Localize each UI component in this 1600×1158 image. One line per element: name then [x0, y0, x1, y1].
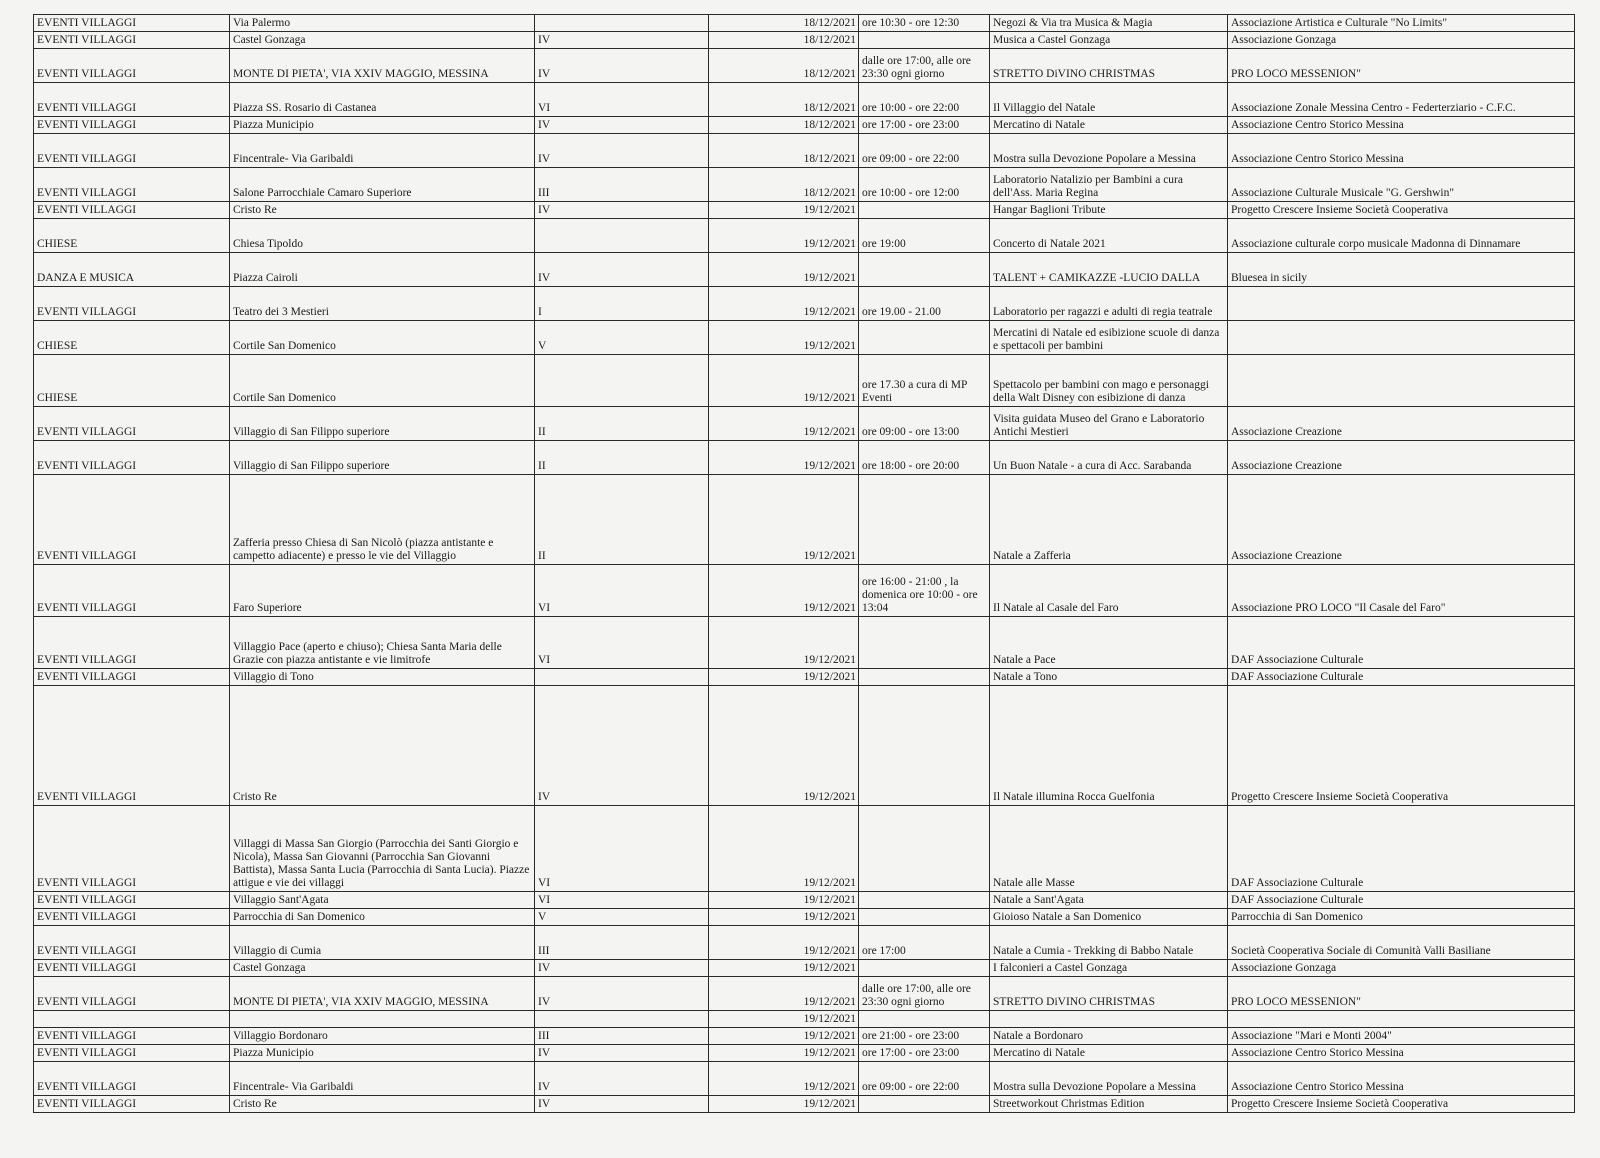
- location-cell: Piazza Municipio: [230, 1045, 535, 1062]
- organizer-cell: PRO LOCO MESSENION": [1228, 49, 1575, 83]
- category-cell: EVENTI VILLAGGI: [34, 960, 230, 977]
- organizer-cell: DAF Associazione Culturale: [1228, 892, 1575, 909]
- category-cell: EVENTI VILLAGGI: [34, 83, 230, 117]
- table-row: [34, 565, 1575, 617]
- location-cell: Villaggio di Cumia: [230, 926, 535, 960]
- event-cell: I falconieri a Castel Gonzaga: [990, 960, 1228, 977]
- table-row: [34, 1096, 1575, 1113]
- organizer-cell: Società Cooperativa Sociale di Comunità Valli Basiliane: [1228, 926, 1575, 960]
- date-cell: 19/12/2021: [709, 565, 859, 617]
- time-cell: ore 17.30 a cura di MP Eventi: [859, 355, 990, 407]
- table-row: [34, 287, 1575, 321]
- location-cell: Piazza Cairoli: [230, 253, 535, 287]
- event-cell: Gioioso Natale a San Domenico: [990, 909, 1228, 926]
- event-cell: Mercatino di Natale: [990, 117, 1228, 134]
- category-cell: EVENTI VILLAGGI: [34, 117, 230, 134]
- date-cell: 19/12/2021: [709, 321, 859, 355]
- organizer-cell: Associazione Artistica e Culturale "No Limits": [1228, 15, 1575, 32]
- event-cell: Hangar Baglioni Tribute: [990, 202, 1228, 219]
- district-cell: [535, 15, 709, 32]
- organizer-cell: Bluesea in sicily: [1228, 253, 1575, 287]
- table-row: [34, 617, 1575, 669]
- district-cell: [535, 1011, 709, 1028]
- table-row: [34, 117, 1575, 134]
- date-cell: 19/12/2021: [709, 441, 859, 475]
- location-cell: Villaggio Pace (aperto e chiuso); Chiesa Santa Maria delle Grazie con piazza antistante e vie limitrofe: [230, 617, 535, 669]
- event-cell: Mercatino di Natale: [990, 1045, 1228, 1062]
- location-cell: Piazza Municipio: [230, 117, 535, 134]
- date-cell: 19/12/2021: [709, 909, 859, 926]
- category-cell: EVENTI VILLAGGI: [34, 1062, 230, 1096]
- category-cell: DANZA E MUSICA: [34, 253, 230, 287]
- table-row: [34, 909, 1575, 926]
- event-cell: TALENT + CAMIKAZZE -LUCIO DALLA: [990, 253, 1228, 287]
- district-cell: V: [535, 321, 709, 355]
- time-cell: [859, 253, 990, 287]
- date-cell: 19/12/2021: [709, 806, 859, 892]
- time-cell: ore 10:00 - ore 12:00: [859, 168, 990, 202]
- category-cell: EVENTI VILLAGGI: [34, 49, 230, 83]
- district-cell: IV: [535, 960, 709, 977]
- event-cell: Natale a Sant'Agata: [990, 892, 1228, 909]
- category-cell: EVENTI VILLAGGI: [34, 1045, 230, 1062]
- category-cell: CHIESE: [34, 219, 230, 253]
- category-cell: EVENTI VILLAGGI: [34, 669, 230, 686]
- table-row: [34, 977, 1575, 1011]
- district-cell: IV: [535, 32, 709, 49]
- event-cell: STRETTO DiVINO CHRISTMAS: [990, 49, 1228, 83]
- time-cell: [859, 321, 990, 355]
- category-cell: CHIESE: [34, 355, 230, 407]
- organizer-cell: Associazione Gonzaga: [1228, 960, 1575, 977]
- location-cell: Villaggio Bordonaro: [230, 1028, 535, 1045]
- category-cell: EVENTI VILLAGGI: [34, 441, 230, 475]
- organizer-cell: Progetto Crescere Insieme Società Cooperativa: [1228, 686, 1575, 806]
- table-row: [34, 49, 1575, 83]
- time-cell: ore 10:30 - ore 12:30: [859, 15, 990, 32]
- district-cell: [535, 355, 709, 407]
- location-cell: Salone Parrocchiale Camaro Superiore: [230, 168, 535, 202]
- event-cell: [990, 1011, 1228, 1028]
- organizer-cell: Associazione Centro Storico Messina: [1228, 117, 1575, 134]
- time-cell: [859, 669, 990, 686]
- table-row: [34, 1062, 1575, 1096]
- district-cell: II: [535, 475, 709, 565]
- location-cell: Villaggio di Tono: [230, 669, 535, 686]
- organizer-cell: Associazione Centro Storico Messina: [1228, 1062, 1575, 1096]
- district-cell: VI: [535, 565, 709, 617]
- event-cell: Il Natale al Casale del Faro: [990, 565, 1228, 617]
- category-cell: EVENTI VILLAGGI: [34, 134, 230, 168]
- organizer-cell: Associazione PRO LOCO "Il Casale del Faro": [1228, 565, 1575, 617]
- table-row: [34, 407, 1575, 441]
- table-row: [34, 355, 1575, 407]
- category-cell: EVENTI VILLAGGI: [34, 1096, 230, 1113]
- location-cell: [230, 1011, 535, 1028]
- location-cell: Cristo Re: [230, 686, 535, 806]
- date-cell: 19/12/2021: [709, 669, 859, 686]
- district-cell: VI: [535, 83, 709, 117]
- table-row: [34, 1045, 1575, 1062]
- time-cell: [859, 475, 990, 565]
- location-cell: Cortile San Domenico: [230, 321, 535, 355]
- time-cell: [859, 617, 990, 669]
- table-row: [34, 960, 1575, 977]
- event-cell: Natale alle Masse: [990, 806, 1228, 892]
- organizer-cell: Associazione Centro Storico Messina: [1228, 134, 1575, 168]
- time-cell: dalle ore 17:00, alle ore 23:30 ogni giorno: [859, 977, 990, 1011]
- organizer-cell: Associazione Creazione: [1228, 441, 1575, 475]
- category-cell: [34, 1011, 230, 1028]
- organizer-cell: Progetto Crescere Insieme Società Cooperativa: [1228, 1096, 1575, 1113]
- organizer-cell: Associazione Zonale Messina Centro - Federterziario - C.F.C.: [1228, 83, 1575, 117]
- event-cell: Streetworkout Christmas Edition: [990, 1096, 1228, 1113]
- organizer-cell: Associazione "Mari e Monti 2004": [1228, 1028, 1575, 1045]
- table-row: [34, 219, 1575, 253]
- date-cell: 19/12/2021: [709, 686, 859, 806]
- event-cell: Concerto di Natale 2021: [990, 219, 1228, 253]
- date-cell: 19/12/2021: [709, 287, 859, 321]
- category-cell: EVENTI VILLAGGI: [34, 1028, 230, 1045]
- district-cell: IV: [535, 977, 709, 1011]
- location-cell: Villaggio Sant'Agata: [230, 892, 535, 909]
- date-cell: 19/12/2021: [709, 1096, 859, 1113]
- district-cell: IV: [535, 117, 709, 134]
- date-cell: 18/12/2021: [709, 117, 859, 134]
- date-cell: 19/12/2021: [709, 355, 859, 407]
- district-cell: IV: [535, 49, 709, 83]
- organizer-cell: Associazione Gonzaga: [1228, 32, 1575, 49]
- time-cell: ore 19:00: [859, 219, 990, 253]
- event-cell: Mostra sulla Devozione Popolare a Messina: [990, 134, 1228, 168]
- district-cell: II: [535, 441, 709, 475]
- location-cell: Faro Superiore: [230, 565, 535, 617]
- event-cell: Il Natale illumina Rocca Guelfonia: [990, 686, 1228, 806]
- category-cell: EVENTI VILLAGGI: [34, 565, 230, 617]
- organizer-cell: DAF Associazione Culturale: [1228, 617, 1575, 669]
- organizer-cell: Associazione Culturale Musicale "G. Gershwin": [1228, 168, 1575, 202]
- district-cell: IV: [535, 253, 709, 287]
- date-cell: 19/12/2021: [709, 977, 859, 1011]
- table-row: [34, 253, 1575, 287]
- category-cell: EVENTI VILLAGGI: [34, 892, 230, 909]
- time-cell: dalle ore 17:00, alle ore 23:30 ogni giorno: [859, 49, 990, 83]
- event-cell: Mercatini di Natale ed esibizione scuole di danza e spettacoli per bambini: [990, 321, 1228, 355]
- event-cell: Un Buon Natale - a cura di Acc. Sarabanda: [990, 441, 1228, 475]
- district-cell: VI: [535, 892, 709, 909]
- location-cell: Piazza SS. Rosario di Castanea: [230, 83, 535, 117]
- category-cell: EVENTI VILLAGGI: [34, 32, 230, 49]
- table-row: [34, 669, 1575, 686]
- district-cell: III: [535, 168, 709, 202]
- district-cell: VI: [535, 806, 709, 892]
- event-cell: Spettacolo per bambini con mago e personaggi della Walt Disney con esibizione di danza: [990, 355, 1228, 407]
- event-cell: Mostra sulla Devozione Popolare a Messina: [990, 1062, 1228, 1096]
- date-cell: 19/12/2021: [709, 253, 859, 287]
- event-cell: Natale a Cumia - Trekking di Babbo Natale: [990, 926, 1228, 960]
- location-cell: Via Palermo: [230, 15, 535, 32]
- date-cell: 19/12/2021: [709, 1011, 859, 1028]
- category-cell: EVENTI VILLAGGI: [34, 617, 230, 669]
- district-cell: [535, 669, 709, 686]
- district-cell: V: [535, 909, 709, 926]
- category-cell: EVENTI VILLAGGI: [34, 475, 230, 565]
- location-cell: Castel Gonzaga: [230, 32, 535, 49]
- organizer-cell: [1228, 1011, 1575, 1028]
- date-cell: 19/12/2021: [709, 475, 859, 565]
- time-cell: ore 18:00 - ore 20:00: [859, 441, 990, 475]
- organizer-cell: Associazione Creazione: [1228, 475, 1575, 565]
- location-cell: Castel Gonzaga: [230, 960, 535, 977]
- time-cell: ore 16:00 - 21:00 , la domenica ore 10:00 - ore 13:04: [859, 565, 990, 617]
- location-cell: Villaggio di San Filippo superiore: [230, 407, 535, 441]
- category-cell: EVENTI VILLAGGI: [34, 926, 230, 960]
- time-cell: [859, 202, 990, 219]
- date-cell: 19/12/2021: [709, 202, 859, 219]
- location-cell: Fincentrale- Via Garibaldi: [230, 1062, 535, 1096]
- event-cell: Laboratorio per ragazzi e adulti di regia teatrale: [990, 287, 1228, 321]
- table-row: [34, 202, 1575, 219]
- location-cell: Cortile San Domenico: [230, 355, 535, 407]
- location-cell: MONTE DI PIETA', VIA XXIV MAGGIO, MESSINA: [230, 977, 535, 1011]
- district-cell: I: [535, 287, 709, 321]
- table-row: [34, 475, 1575, 565]
- time-cell: [859, 1096, 990, 1113]
- category-cell: CHIESE: [34, 321, 230, 355]
- time-cell: [859, 892, 990, 909]
- location-cell: Parrocchia di San Domenico: [230, 909, 535, 926]
- date-cell: 19/12/2021: [709, 926, 859, 960]
- event-cell: STRETTO DiVINO CHRISTMAS: [990, 977, 1228, 1011]
- time-cell: [859, 32, 990, 49]
- table-row: [34, 686, 1575, 806]
- district-cell: VI: [535, 617, 709, 669]
- organizer-cell: [1228, 355, 1575, 407]
- date-cell: 18/12/2021: [709, 83, 859, 117]
- category-cell: EVENTI VILLAGGI: [34, 909, 230, 926]
- category-cell: EVENTI VILLAGGI: [34, 168, 230, 202]
- organizer-cell: Progetto Crescere Insieme Società Cooperativa: [1228, 202, 1575, 219]
- location-cell: Cristo Re: [230, 1096, 535, 1113]
- event-cell: Visita guidata Museo del Grano e Laboratorio Antichi Mestieri: [990, 407, 1228, 441]
- time-cell: ore 09:00 - ore 22:00: [859, 1062, 990, 1096]
- table-row: [34, 441, 1575, 475]
- organizer-cell: Associazione Creazione: [1228, 407, 1575, 441]
- organizer-cell: DAF Associazione Culturale: [1228, 669, 1575, 686]
- event-cell: Natale a Zafferia: [990, 475, 1228, 565]
- district-cell: II: [535, 407, 709, 441]
- event-cell: Natale a Bordonaro: [990, 1028, 1228, 1045]
- table-row: [34, 806, 1575, 892]
- table-row: [34, 892, 1575, 909]
- category-cell: EVENTI VILLAGGI: [34, 407, 230, 441]
- date-cell: 18/12/2021: [709, 32, 859, 49]
- time-cell: ore 10:00 - ore 22:00: [859, 83, 990, 117]
- time-cell: [859, 806, 990, 892]
- location-cell: Zafferia presso Chiesa di San Nicolò (piazza antistante e campetto adiacente) e presso le vie del Villaggio: [230, 475, 535, 565]
- district-cell: IV: [535, 1045, 709, 1062]
- district-cell: IV: [535, 1062, 709, 1096]
- date-cell: 19/12/2021: [709, 1028, 859, 1045]
- district-cell: IV: [535, 1096, 709, 1113]
- location-cell: Teatro dei 3 Mestieri: [230, 287, 535, 321]
- location-cell: Chiesa Tipoldo: [230, 219, 535, 253]
- time-cell: ore 21:00 - ore 23:00: [859, 1028, 990, 1045]
- district-cell: IV: [535, 202, 709, 219]
- event-cell: Natale a Pace: [990, 617, 1228, 669]
- date-cell: 19/12/2021: [709, 219, 859, 253]
- date-cell: 19/12/2021: [709, 1045, 859, 1062]
- time-cell: ore 17:00 - ore 23:00: [859, 117, 990, 134]
- organizer-cell: Parrocchia di San Domenico: [1228, 909, 1575, 926]
- organizer-cell: [1228, 321, 1575, 355]
- date-cell: 19/12/2021: [709, 617, 859, 669]
- time-cell: ore 09:00 - ore 22:00: [859, 134, 990, 168]
- location-cell: MONTE DI PIETA', VIA XXIV MAGGIO, MESSINA: [230, 49, 535, 83]
- location-cell: Villaggio di San Filippo superiore: [230, 441, 535, 475]
- event-cell: Il Villaggio del Natale: [990, 83, 1228, 117]
- organizer-cell: [1228, 287, 1575, 321]
- time-cell: [859, 686, 990, 806]
- event-cell: Musica a Castel Gonzaga: [990, 32, 1228, 49]
- time-cell: ore 19.00 - 21.00: [859, 287, 990, 321]
- table-row: [34, 134, 1575, 168]
- date-cell: 19/12/2021: [709, 407, 859, 441]
- date-cell: 18/12/2021: [709, 134, 859, 168]
- organizer-cell: PRO LOCO MESSENION": [1228, 977, 1575, 1011]
- event-cell: Negozi & Via tra Musica & Magia: [990, 15, 1228, 32]
- category-cell: EVENTI VILLAGGI: [34, 977, 230, 1011]
- date-cell: 19/12/2021: [709, 892, 859, 909]
- time-cell: ore 09:00 - ore 13:00: [859, 407, 990, 441]
- location-cell: Fincentrale- Via Garibaldi: [230, 134, 535, 168]
- category-cell: EVENTI VILLAGGI: [34, 15, 230, 32]
- table-row: [34, 1011, 1575, 1028]
- district-cell: III: [535, 1028, 709, 1045]
- date-cell: 18/12/2021: [709, 49, 859, 83]
- time-cell: [859, 960, 990, 977]
- table-row: [34, 926, 1575, 960]
- organizer-cell: Associazione culturale corpo musicale Madonna di Dinnamare: [1228, 219, 1575, 253]
- category-cell: EVENTI VILLAGGI: [34, 287, 230, 321]
- location-cell: Cristo Re: [230, 202, 535, 219]
- district-cell: IV: [535, 134, 709, 168]
- category-cell: EVENTI VILLAGGI: [34, 686, 230, 806]
- district-cell: III: [535, 926, 709, 960]
- district-cell: [535, 219, 709, 253]
- time-cell: ore 17:00 - ore 23:00: [859, 1045, 990, 1062]
- table-row: [34, 1028, 1575, 1045]
- table-row: [34, 321, 1575, 355]
- time-cell: [859, 909, 990, 926]
- date-cell: 18/12/2021: [709, 15, 859, 32]
- event-cell: Natale a Tono: [990, 669, 1228, 686]
- time-cell: [859, 1011, 990, 1028]
- date-cell: 19/12/2021: [709, 1062, 859, 1096]
- organizer-cell: DAF Associazione Culturale: [1228, 806, 1575, 892]
- date-cell: 18/12/2021: [709, 168, 859, 202]
- date-cell: 19/12/2021: [709, 960, 859, 977]
- category-cell: EVENTI VILLAGGI: [34, 202, 230, 219]
- events-table: [33, 14, 1575, 1113]
- time-cell: ore 17:00: [859, 926, 990, 960]
- table-row: [34, 15, 1575, 32]
- table-row: [34, 32, 1575, 49]
- organizer-cell: Associazione Centro Storico Messina: [1228, 1045, 1575, 1062]
- location-cell: Villaggi di Massa San Giorgio (Parrocchia dei Santi Giorgio e Nicola), Massa San Giovanni (Parrocchia San Giovanni Battista), Massa Santa Lucia (Parrocchia di Santa Lucia). Piazze attigue e vie dei villaggi: [230, 806, 535, 892]
- district-cell: IV: [535, 686, 709, 806]
- table-row: [34, 83, 1575, 117]
- table-row: [34, 168, 1575, 202]
- event-cell: Laboratorio Natalizio per Bambini a cura dell'Ass. Maria Regina: [990, 168, 1228, 202]
- category-cell: EVENTI VILLAGGI: [34, 806, 230, 892]
